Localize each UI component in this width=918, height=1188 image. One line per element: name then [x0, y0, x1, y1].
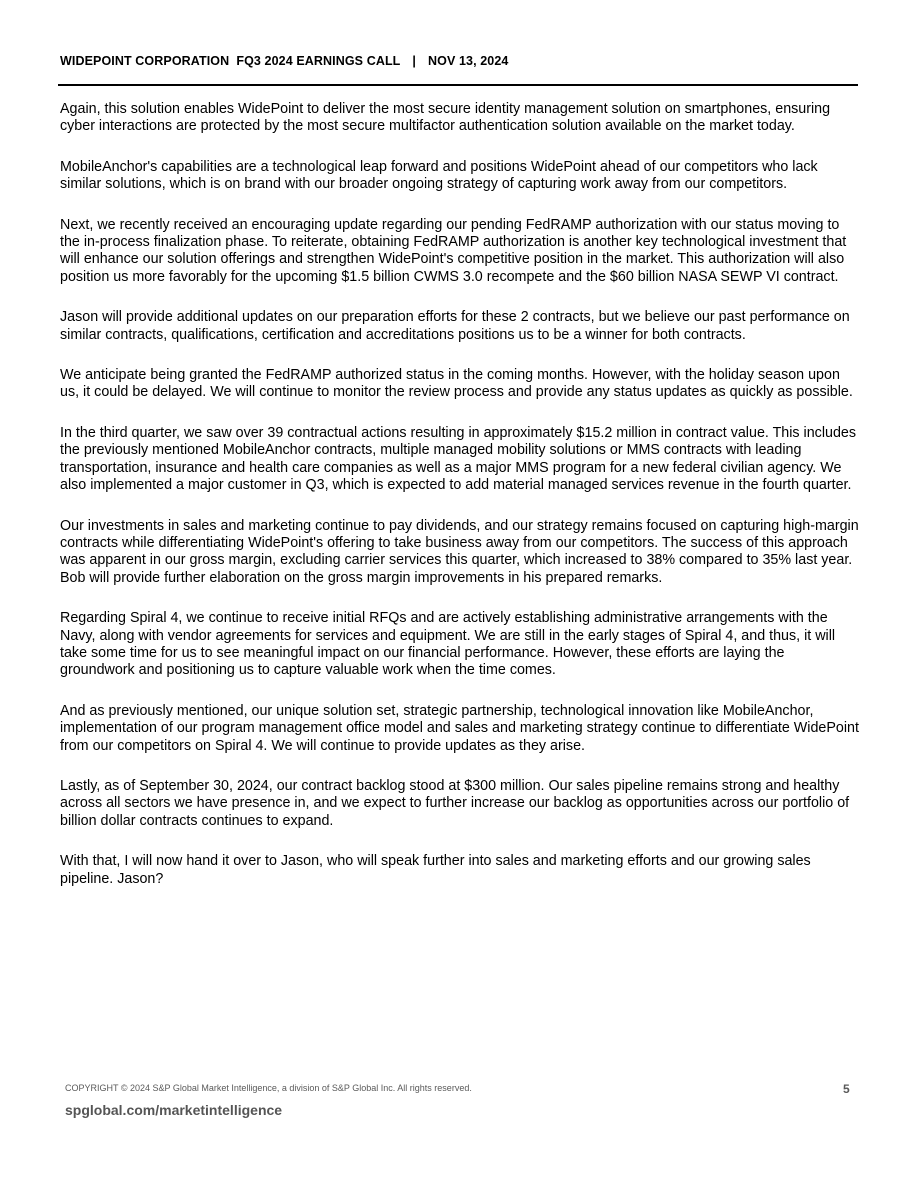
header-date: NOV 13, 2024 — [428, 54, 509, 68]
page-header — [60, 54, 858, 68]
transcript-body — [60, 101, 860, 911]
paragraph: Lastly, as of September 30, 2024, our contract backlog stood at $300 million. Our sales pipeline remains strong and healthy across all sectors we have presence in, and we expect to further increase our backlog as opportunities across our portfolio of billion dollar contracts continues to expand. — [60, 777, 850, 829]
site-link[interactable]: spglobal.com/marketintelligence — [65, 1102, 283, 1118]
paragraph: We anticipate being granted the FedRAMP authorized status in the coming months. However, with the holiday season upon us, it could be delayed. We will continue to monitor the review process and provide any status updates as quickly as possible. — [60, 367, 853, 401]
header-separator: | — [412, 54, 417, 68]
page-number: 5 — [843, 1082, 850, 1096]
paragraph: Regarding Spiral 4, we continue to receive initial RFQs and are actively establishing administrative arrangements with the Navy, along with vendor agreements for services and equipment. We are still in the early stages of Spiral 4, and thus, it will take some time for us to see meaningful impact on our financial performance. However, these efforts are laying the groundwork and positioning us to capture valuable work when the time comes. — [60, 610, 836, 679]
header-rule — [58, 84, 858, 86]
paragraph: Jason will provide additional updates on our preparation efforts for these 2 contracts, but we believe our past performance on similar contracts, qualifications, certification and accreditations positions us to be a winner for both contracts. — [60, 309, 850, 343]
paragraph: Next, we recently received an encouraging update regarding our pending FedRAMP authorization with our status moving to the in-process finalization phase. To reiterate, obtaining FedRAMP authorization is another key technological investment that will enhance our solution offerings and strengthen WidePoint's competitive position in the market. This authorization will also position us more favorably for the upcoming $1.5 billion CWMS 3.0 recompete and the $60 billion NASA SEWP VI contract. — [60, 216, 847, 285]
paragraph: And as previously mentioned, our unique solution set, strategic partnership, technological innovation like MobileAnchor, implementation of our program management office model and sales and marketing strategy continue to differentiate WidePoint from our competitors on Spiral 4. We will continue to provide updates as they arise. — [60, 702, 859, 754]
copyright-notice: COPYRIGHT © 2024 S&P Global Market Intelligence, a division of S&P Global Inc. All rights reserved. — [65, 1083, 472, 1093]
paragraph: Again, this solution enables WidePoint to deliver the most secure identity management solution on smartphones, ensuring cyber interactions are protected by the most secure multifactor authentication solution available on the market today. — [60, 101, 831, 135]
paragraph: MobileAnchor's capabilities are a technological leap forward and positions WidePoint ahead of our competitors who lack similar solutions, which is on brand with our broader ongoing strategy of capturing work away from our competitors. — [60, 158, 818, 193]
paragraph: Our investments in sales and marketing continue to pay dividends, and our strategy remains focused on capturing high-margin contracts while differentiating WidePoint's offering to take business away from our competitors. The success of this approach was apparent in our gross margin, excluding carrier services this quarter, which increased to 38% compared to 35% last year. Bob will provide further elaboration on the gross margin improvements in his prepared remarks. — [60, 517, 859, 586]
paragraph: With that, I will now hand it over to Jason, who will speak further into sales and marketing efforts and our growing sales pipeline. Jason? — [60, 853, 811, 887]
header-title: WIDEPOINT CORPORATION FQ3 2024 EARNINGS CALL — [60, 54, 401, 68]
paragraph: In the third quarter, we saw over 39 contractual actions resulting in approximately $15.2 million in contract value. This includes the previously mentioned MobileAnchor contracts, multiple managed mobility solutions or MMS contracts with leading transportation, insurance and health care companies as well as a major MMS program for a new federal civilian agency. We also implemented a major customer in Q3, which is expected to add material managed services revenue in the fourth quarter. — [60, 424, 857, 494]
